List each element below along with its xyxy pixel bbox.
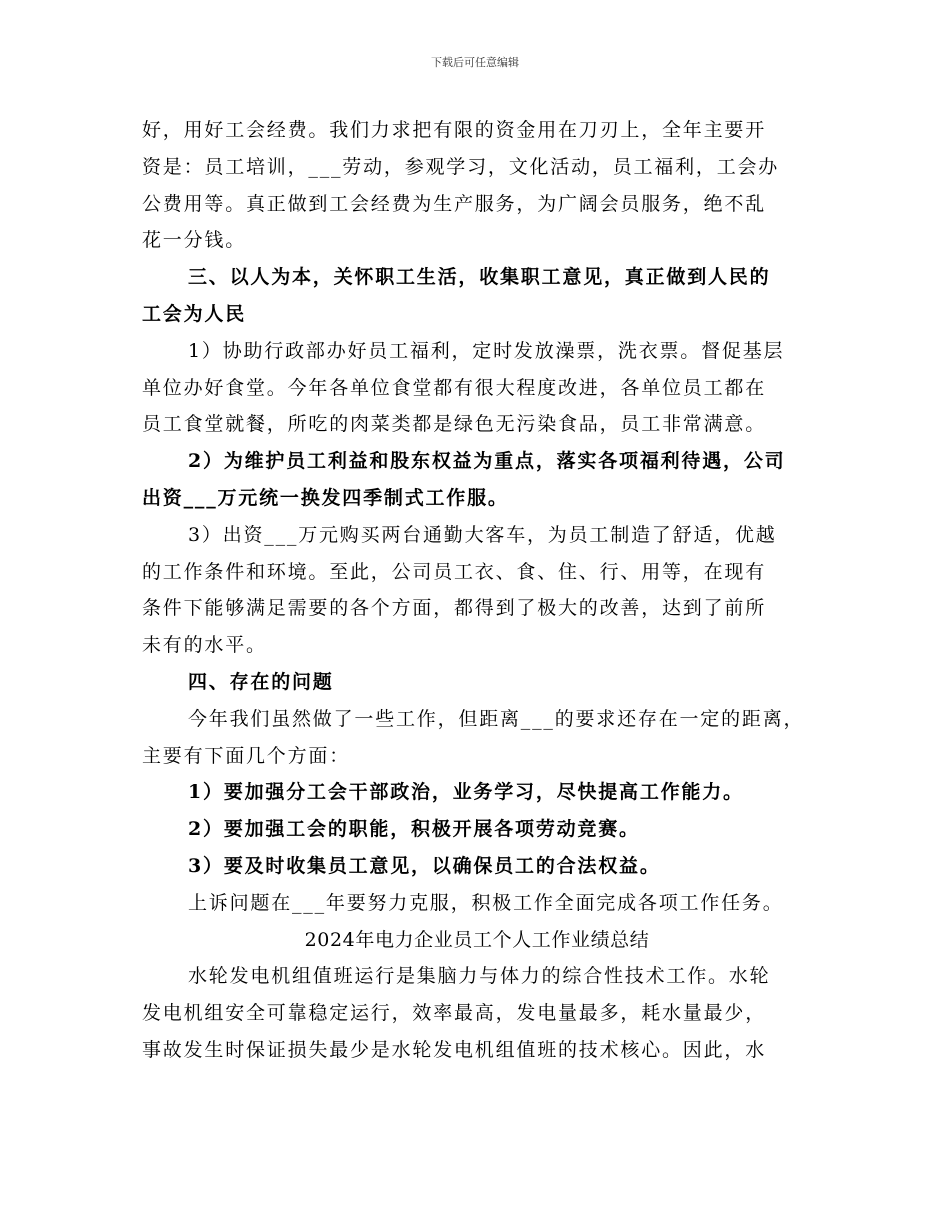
list-item: 1）协助行政部办好员工福利，定时发放澡票，洗衣票。督促基层 [188, 339, 785, 362]
paragraph-line: 上诉问题在___年要努力克服，积极工作全面完成各项工作任务。 [188, 891, 784, 914]
paragraph-line: 资是：员工培训，___劳动，参观学习，文化活动，员工福利，工会办 [142, 155, 780, 178]
paragraph-line: 水轮发电机组值班运行是集脑力与体力的综合性技术工作。水轮 [188, 965, 771, 988]
section-heading-continued: 工会为人民 [142, 302, 247, 325]
paragraph-line: 发电机组安全可靠稳定运行，效率最高，发电量最多，耗水量最少， [142, 1002, 767, 1025]
document-body [142, 112, 812, 1069]
document-title: 2024年电力企业员工个人工作业绩总结 [304, 928, 650, 951]
paragraph-line: 主要有下面几个方面： [142, 744, 351, 767]
paragraph-line: 出资___万元统一换发四季制式工作服。 [142, 486, 509, 509]
list-item: 2）为维护员工利益和股东权益为重点，落实各项福利待遇，公司 [188, 450, 786, 473]
paragraph-line: 条件下能够满足需要的各个方面，都得到了极大的改善，达到了前所 [142, 597, 767, 620]
list-item: 1）要加强分工会干部政治，业务学习，尽快提高工作能力。 [188, 781, 744, 804]
paragraph-line: 员工食堂就餐，所吃的肉菜类都是绿色无污染食品，员工非常满意。 [142, 413, 767, 436]
paragraph-line: 花一分钱。 [142, 229, 247, 252]
paragraph-line: 的工作条件和环境。至此，公司员工衣、食、住、行、用等，在现有 [142, 560, 767, 583]
paragraph-line: 单位办好食堂。今年各单位食堂都有很大程度改进，各单位员工都在 [142, 376, 767, 399]
paragraph-line: 公费用等。真正做到工会经费为生产服务，为广阔会员服务，绝不乱 [142, 192, 767, 215]
paragraph-line: 事故发生时保证损失最少是水轮发电机组值班的技术核心。因此，水 [142, 1038, 767, 1061]
paragraph-line: 好，用好工会经费。我们力求把有限的资金用在刀刃上，全年主要开 [142, 119, 767, 141]
list-item: 3）要及时收集员工意见，以确保员工的合法权益。 [188, 854, 661, 877]
section-heading: 四、存在的问题 [188, 670, 334, 693]
section-heading: 三、以人为本，关怀职工生活，收集职工意见，真正做到人民的 [188, 266, 771, 289]
list-item: 2）要加强工会的职能，积极开展各项劳动竞赛。 [188, 818, 640, 841]
paragraph-line: 今年我们虽然做了一些工作，但距离___的要求还存在一定的距离， [188, 707, 805, 730]
list-item: 3）出资___万元购买两台通勤大客车，为员工制造了舒适，优越 [188, 523, 777, 546]
paragraph-line: 未有的水平。 [142, 634, 267, 657]
page-header: 下载后可任意编辑 [431, 56, 519, 69]
